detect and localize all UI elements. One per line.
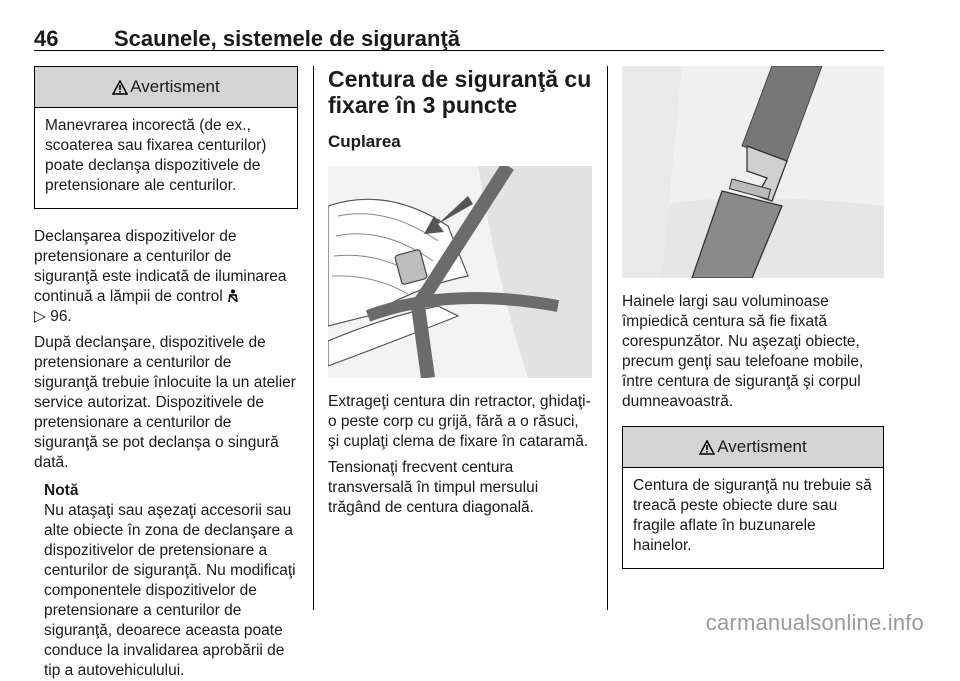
note-title: Notă xyxy=(44,482,79,499)
warning-title: Avertisment xyxy=(130,77,220,96)
paragraph-text: Declanşarea dispozitivelor de pretensionare a centurilor de siguranţă este indicată de iluminarea continuă a lămpii de control xyxy=(34,228,287,305)
warning-title: Avertisment xyxy=(717,437,807,456)
warning-icon xyxy=(112,80,128,95)
warning-header xyxy=(623,427,883,468)
page-ref-icon: ▷ xyxy=(34,308,46,325)
warning-box xyxy=(34,66,298,209)
seatbelt-buckle-illustration xyxy=(622,66,884,278)
seatbelt-warning-lamp-icon xyxy=(227,289,239,303)
column-middle xyxy=(328,66,592,518)
section-heading: Centura de siguranţă cu fixare în 3 puncte xyxy=(328,66,592,118)
page-ref: 96. xyxy=(50,308,72,325)
watermark: carmanualsonline.info xyxy=(705,610,924,635)
warning-text: Manevrarea incorectă (de ex., scoaterea sau fixarea centurilor) poate declanşa dispozitivele de pretensionare ale centurilor. xyxy=(45,117,267,194)
column-divider xyxy=(313,66,314,610)
chapter-title: Scaunele, sistemele de siguranţă xyxy=(114,26,461,51)
note-block xyxy=(34,481,298,681)
page-number: 46 xyxy=(34,26,59,51)
subsection-heading: Cuplarea xyxy=(328,132,401,151)
paragraph: Hainele largi sau voluminoase împiedică centura să fie fixată corespunzător. Nu aşezaţi obiecte, precum genţi sau telefoane mobile, între centura de siguranţă şi corpul dumneavoastră. xyxy=(622,293,864,410)
warning-box xyxy=(622,426,884,569)
column-divider xyxy=(607,66,608,610)
warning-text: Centura de siguranţă nu trebuie să treacă peste obiecte dure sau fragile aflate în buzunarele hainelor. xyxy=(633,477,872,554)
paragraph xyxy=(34,227,298,327)
paragraph: După declanşare, dispozitivele de pretensionare a centurilor de siguranţă trebuie înlocuite la un atelier service autorizat. Dispozitivele de pretensionare a centurilor de siguranţă se pot declanşa o singură dată. xyxy=(34,334,296,471)
column-right xyxy=(622,66,884,569)
warning-header xyxy=(35,67,297,108)
seatbelt-buckling-illustration xyxy=(328,166,592,378)
column-left xyxy=(34,66,298,681)
paragraph: Extrageţi centura din retractor, ghidaţi-o peste corp cu grijă, fără a o răsuci, şi cuplaţi clema de fixare în cataramă. xyxy=(328,393,591,450)
paragraph: Tensionaţi frecvent centura transversală în timpul mersului trăgând de centura diagonală. xyxy=(328,459,539,516)
warning-icon xyxy=(699,440,715,455)
note-text: Nu ataşaţi sau aşezaţi accesorii sau alte obiecte în zona de declanşare a dispozitivelor de pretensionare a centurilor de siguranţă. Nu modificaţi componentele dispozitivelor de pretensionare a centurilor de siguranţă, deoarece aceasta poate conduce la invalidarea aprobării de tip a autovehiculului. xyxy=(44,502,296,679)
page-header xyxy=(34,22,884,51)
